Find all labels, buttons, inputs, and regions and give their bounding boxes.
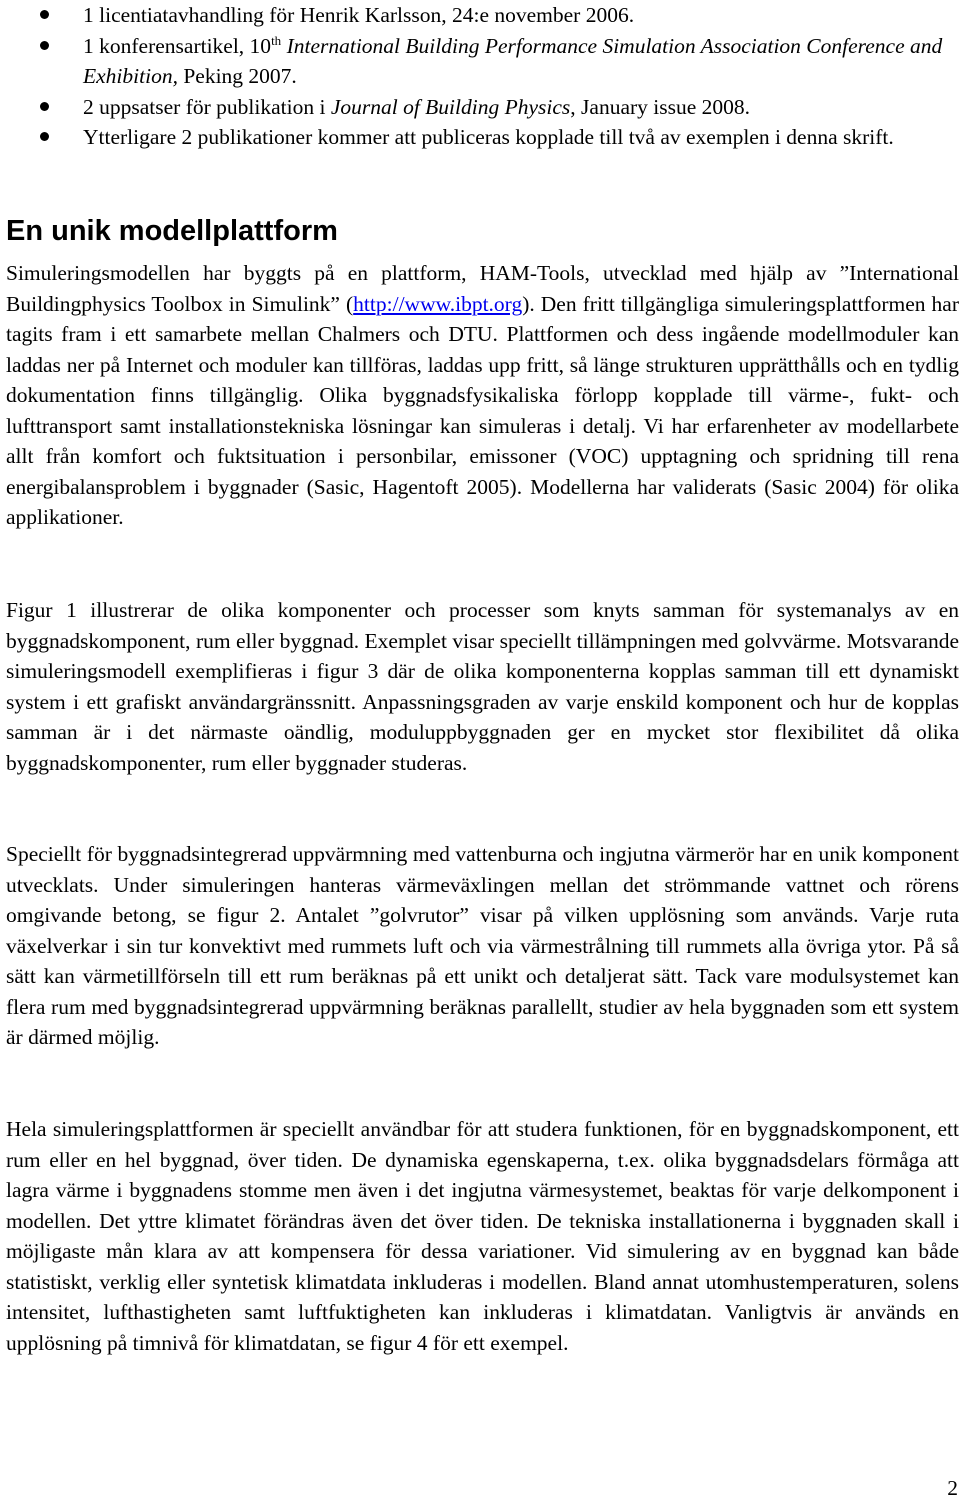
conference-title: International Building Performance Simulation Association Conference and Exhibition, <box>83 33 943 88</box>
list-item-text: 1 licentiatavhandling för Henrik Karlsson, 24:e november 2006. <box>83 3 635 27</box>
list-item <box>0 92 960 123</box>
paragraph-text: ). Den fritt tillgängliga simuleringsplattformen har tagits fram i ett samarbete mellan Chalmers och DTU. Plattformen och dess ingående modellmoduler kan laddas ner på Internet och moduler kan tillföras, laddas upp fritt, så länge strukturen upprätthålls och en tydlig dokumentation finns tillgänglig. Olika byggnadsfysikaliska förlopp kopplade till värme-, fukt- och lufttransport samt installationstekniska lösningar kan simuleras i detalj. Vi har erfarenheter av modellarbete allt från komfort och fuktsituation i personbilar, emissoner (VOC) upptagning och spridning till rena energibalansproblem i byggnader (Sasic, Hagentoft 2005). Modellerna har validerats (Sasic 2004) för olika applikationer. <box>6 291 959 529</box>
list-item-text-start: 2 uppsatser för publikation i <box>83 94 331 119</box>
publication-list <box>0 0 960 153</box>
paragraph-text: Simuleringsmodellen har byggts på en plattform, HAM-Tools, utvecklad med hjälp av ”International Buildingphysics Toolbox in Simulink” ( <box>6 261 959 316</box>
page-number: 2 <box>947 1476 958 1500</box>
paragraph-figure-1: Figur 1 illustrerar de olika komponenter och processer som knyts samman för systemanalys av en byggnadskomponent, rum eller byggnad. Exemplet visar speciellt tillämpningen med golvvärme. Motsvarande simuleringsmodell exemplifieras i figur 3 där de olika komponenterna kopplas samman till ett dynamiskt system i ett grafiskt användargränssnitt. Anpassningsgraden av varje enskild komponent och hur de kopplas samman är i det närmaste oändlig, moduluppbyggnaden ger en mycket stor flexibilitet då olika byggnadskomponenter, rum eller byggnader studeras. <box>6 598 959 775</box>
paragraph-simulation-platform: Hela simuleringsplattformen är speciellt användbar för att studera funktionen, för en byggnadskomponent, ett rum eller en hel byggnad, över tiden. De dynamiska egenskaperna, t.ex. olika byggnadsdelars förmåga att lagra värme i byggnadens stomme men även i det ingjutna värmesystemet, beaktas för varje delkomponent i modellen. Det yttre klimatet förändras även det över tiden. De tekniska installationerna i byggnaden skall i möjligaste mån klara av att kompensera för dessa variationer. Vid simulering av en byggnad kan både statistiskt, verklig eller syntetisk klimatdata inkluderas i modellen. Bland annat utomhustemperaturen, solens intensitet, lufthastigheten samt luftfuktigheten kan inkluderas i klimatdatan. Vanligtvis är används en upplösning på timnivå för klimatdatan, se figur 4 för ett exempel. <box>6 1117 959 1355</box>
bullet-icon <box>40 132 49 141</box>
list-item <box>0 0 960 31</box>
paragraph-floor-heating: Speciellt för byggnadsintegrerad uppvärmning med vattenburna och ingjutna värmerör har en unik komponent utvecklats. Under simuleringen hanteras värmeväxlingen mellan det strömmande vattnet och rörens omgivande betong, se figur 2. Antalet ”golvrutor” visar på vilken upplösning som används. Varje ruta växelverkar i sin tur konvektivt med rummets luft och via värmestrålning till rummets alla övriga ytor. På så sätt kan värmetillförseln till ett rum beräknas på ett unikt och detaljerat sätt. Tack vare modulsystemet kan flera rum med byggnadsintegrerad uppvärmning beräknas parallellt, studier av hela byggnaden som ett system är därmed möjlig. <box>6 842 959 1049</box>
list-item-text: Ytterligare 2 publikationer kommer att publiceras kopplade till två av exemplen i denna skrift. <box>83 125 894 149</box>
list-item <box>0 122 960 153</box>
ordinal-superscript: th <box>271 32 282 48</box>
list-item-text-end: Peking 2007. <box>177 64 297 88</box>
section-heading: En unik modellplattform <box>6 215 338 247</box>
bullet-icon <box>40 102 49 111</box>
bullet-icon <box>40 41 49 50</box>
journal-title: Journal of Building Physics <box>330 94 571 119</box>
paragraph-platform <box>6 258 959 533</box>
list-item-text-start: 1 konferensartikel, 10 <box>83 33 272 58</box>
ibpt-link[interactable]: http://www.ibpt.org <box>353 291 523 316</box>
list-item-text-end: , January issue 2008. <box>570 94 751 119</box>
list-item <box>0 31 960 92</box>
bullet-icon <box>40 10 49 19</box>
